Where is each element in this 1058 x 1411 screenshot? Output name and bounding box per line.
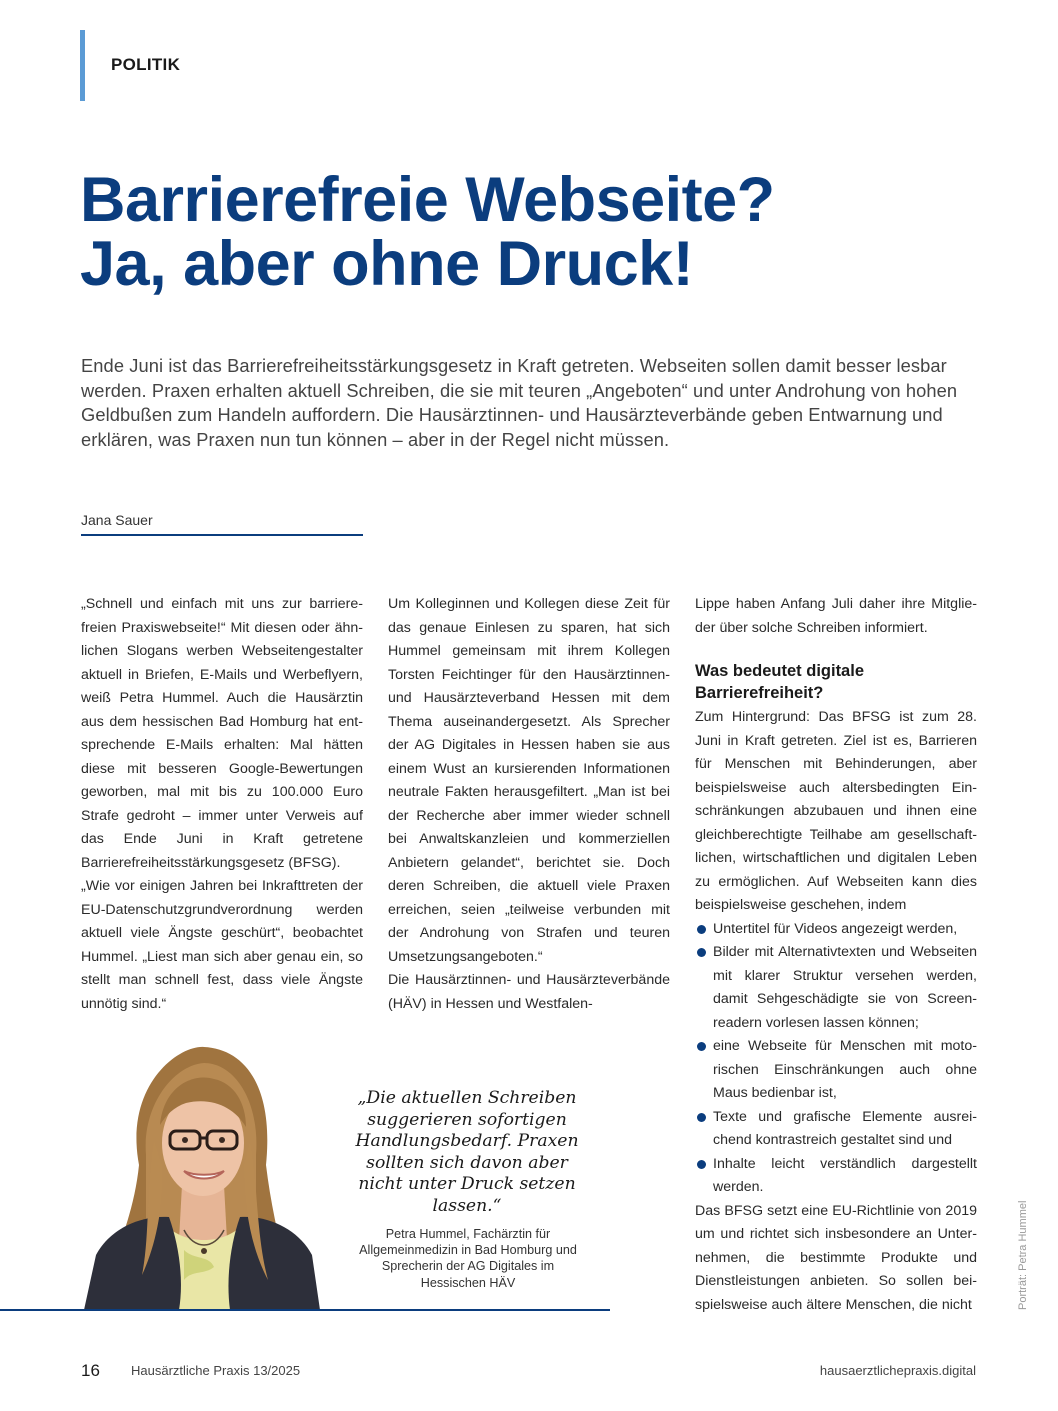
bullet-icon bbox=[697, 1113, 706, 1122]
list-item: Texte und grafische Elemente ausreichend kontrastreich gestaltet sind und bbox=[695, 1106, 977, 1153]
body-column-3 bbox=[695, 593, 977, 1317]
bullet-list bbox=[695, 918, 977, 1200]
publication-name: Hausärztliche Praxis 13/2025 bbox=[131, 1363, 301, 1378]
portrait-photo bbox=[84, 1045, 320, 1310]
headline-line-2: Ja, aber ohne Druck! bbox=[80, 229, 694, 299]
page-number: 16 bbox=[81, 1361, 100, 1380]
headline-line-1: Barrierefreie Webseite? bbox=[80, 165, 775, 235]
photo-divider bbox=[0, 1309, 610, 1311]
article-lead: Ende Juni ist das Barrierefreiheitsstärkungsgesetz in Kraft getreten. Webseiten sollen damit besser lesbar werden. Praxen erhalten aktuell Schreiben, die sie mit teuren „Angeboten“ und unter Androhung von hohen Geldbußen zum Handeln auffordern. Die Hausärztinnen- und Hausärzteverbände geben Entwarnung und erklären, was Praxen nun tun können – aber in der Regel nicht müssen. bbox=[81, 355, 958, 450]
bullet-icon bbox=[697, 1160, 706, 1169]
list-item: Untertitel für Videos angezeigt werden, bbox=[695, 918, 977, 942]
body-paragraph: „Schnell und einfach mit uns zur barrierefreien Praxiswebseite!“ Mit diesen oder ähnlichen Slogans werben Webseitengestalter aktuell in Briefen, E-Mails und Werbeflyern, weiß Petra Hummel. Auch die Hausärztin aus dem hessischen Bad Homburg hat entsprechende E-Mails erhalten: Mal hätten diese mit besseren Google-Bewertungen geworben, mal mit bis zu 100.000 Euro Strafe gedroht – immer unter Verweis auf das Ende Juni in Kraft getretene Barrierefreiheitsstärkungsgesetz (BFSG). bbox=[81, 596, 363, 871]
section-rubric: POLITIK bbox=[111, 55, 181, 74]
bullet-icon bbox=[697, 948, 706, 957]
section-subheading: Was bedeutet digitale Barrierefreiheit? bbox=[695, 662, 864, 702]
portrait-illustration bbox=[84, 1045, 320, 1310]
website-url: hausaerztlichepraxis.digital bbox=[819, 1363, 976, 1378]
rubric-accent-bar bbox=[80, 30, 85, 101]
body-paragraph: Zum Hintergrund: Das BFSG ist zum 28. Juni in Kraft getreten. Ziel ist es, Barrieren für Menschen mit Behinderungen, aber beispielsweise auch altersbedingten Einschränkungen abzubauen und ihnen eine gleichberechtigte Teilhabe am gesellschaftlichen, wirtschaftlichen und digitalen Leben zu ermöglichen. Auf Webseiten kann dies beispielsweise geschehen, indem bbox=[695, 709, 977, 913]
pull-quote-caption: Petra Hummel, Fachärztin für Allgemeinmedizin in Bad Homburg und Sprecherin der AG Digitales im Hessischen HÄV bbox=[359, 1227, 577, 1290]
photo-credit: Porträt: Petra Hummel bbox=[1017, 1200, 1029, 1310]
bullet-icon bbox=[697, 1042, 706, 1051]
list-item: Bilder mit Alternativtexten und Webseiten mit klarer Struktur versehen werden, damit Sehgeschädigte sie von Screenreadern vorlesen lassen können; bbox=[695, 941, 977, 1035]
body-column-2 bbox=[388, 593, 670, 1016]
list-item: Inhalte leicht verständlich dargestellt werden. bbox=[695, 1153, 977, 1200]
article-headline bbox=[80, 165, 1000, 299]
body-paragraph: Lippe haben Anfang Juli daher ihre Mitglieder über solche Schreiben informiert. bbox=[695, 596, 977, 636]
body-paragraph: Die Hausärztinnen- und Hausärzteverbände (HÄV) in Hessen und Westfalen- bbox=[388, 972, 670, 1012]
body-column-1 bbox=[81, 593, 363, 1016]
author-divider bbox=[81, 534, 363, 536]
author-byline: Jana Sauer bbox=[81, 512, 153, 528]
body-paragraph: „Wie vor einigen Jahren bei Inkrafttreten der EU-Datenschutzgrundverordnung werden aktuell viele Ängste geschürt“, beobachtet Hummel. „Liest man sich aber genau ein, so stellt man schnell fest, dass viele Ängste unnötig sind.“ bbox=[81, 878, 363, 1012]
bullet-icon bbox=[697, 925, 706, 934]
list-item: eine Webseite für Menschen mit motorischen Einschränkungen auch ohne Maus bedienbar ist, bbox=[695, 1035, 977, 1106]
pull-quote: „Die aktuellen Schreiben suggerieren sofortigen Handlungsbedarf. Praxen sollten sich davon aber nicht unter Druck setzen lassen.“ bbox=[355, 1088, 579, 1216]
body-paragraph: Das BFSG setzt eine EU-Richtlinie von 2019 um und richtet sich insbesondere an Unternehmen, die bestimmte Produkte und Dienstleistungen anbieten. So sollen beispielsweise auch ältere Menschen, die nicht bbox=[695, 1202, 977, 1313]
body-paragraph: Um Kolleginnen und Kollegen diese Zeit für das genaue Einlesen zu sparen, hat sich Hummel gemeinsam mit ihrem Kollegen Torsten Feichtinger für den Hausärztinnen- und Hausärzteverband Hessen mit dem Thema auseinandergesetzt. Als Sprecher der AG Digitales in Hessen haben sie aus einem Wust an kursierenden Informationen neutrale Fakten herausgefiltert. „Man ist bei der Recherche aber immer wieder schnell bei Anwaltskanzleien und kommerziellen Anbietern gelandet“, berichtet sie. Doch deren Schreiben, die aktuell viele Praxen erreichen, seien „teilweise verbunden mit der Androhung von Strafen und teuren Umsetzungsangeboten.“ bbox=[388, 596, 670, 965]
